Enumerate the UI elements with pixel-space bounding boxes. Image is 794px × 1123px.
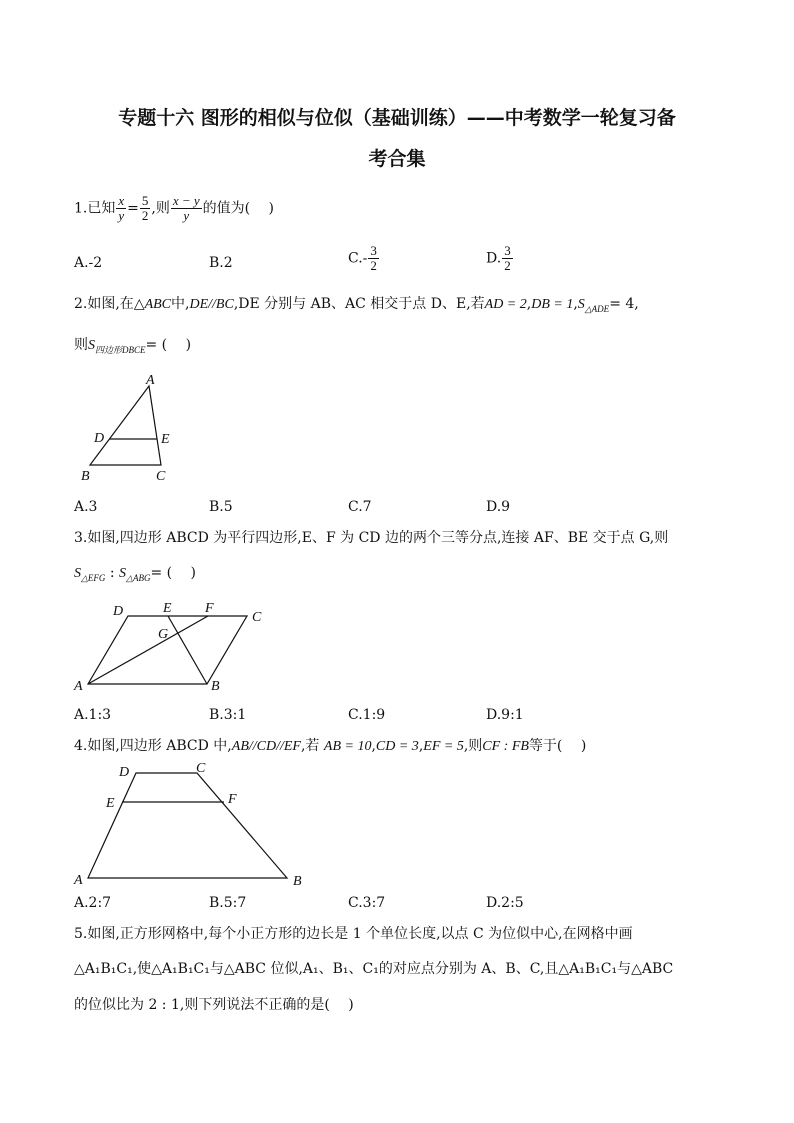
q2-option-c[interactable]: C.7 bbox=[348, 499, 372, 515]
q4-trapezoid-figure bbox=[70, 758, 320, 890]
question-5-stem-line2: △A₁B₁C₁,使△A₁B₁C₁与△ABC 位似,A₁、B₁、C₁的对应点分别为 A、B、C,且△A₁B₁C₁与△ABC bbox=[74, 961, 674, 977]
label-c: C bbox=[196, 761, 206, 776]
q2-option-b[interactable]: B.5 bbox=[209, 499, 233, 515]
q1-option-b[interactable]: B.2 bbox=[209, 255, 233, 271]
label-a: A bbox=[146, 373, 155, 388]
fraction-x-minus-y-over-y: $\frac{x - y}{y}$ bbox=[172, 193, 200, 223]
q1-option-c[interactable]: C.- $\frac{3}{2}$ bbox=[348, 243, 377, 273]
question-4-stem: 4.如图,四边形 ABCD 中,AB//CD//EF,若 AB = 10,CD = 3,EF = 5,则CF : FB等于( ) bbox=[74, 738, 587, 754]
q1-option-a[interactable]: A.-2 bbox=[74, 255, 103, 271]
label-f: F bbox=[228, 792, 237, 807]
q2-option-d[interactable]: D.9 bbox=[486, 499, 511, 515]
label-g: G bbox=[158, 627, 169, 642]
q3-parallelogram-figure bbox=[70, 596, 280, 696]
label-b: B bbox=[293, 874, 302, 889]
label-b: B bbox=[211, 679, 220, 694]
segment-be bbox=[168, 616, 207, 684]
q2-option-a[interactable]: A.3 bbox=[74, 499, 98, 515]
label-a: A bbox=[74, 679, 83, 694]
q3-option-d[interactable]: D.9:1 bbox=[486, 707, 524, 723]
question-2-stem-continued: 则$S_{四边形DBCE}=$ ( ) bbox=[74, 337, 192, 355]
label-d: D bbox=[94, 431, 105, 446]
label-c: C bbox=[252, 610, 262, 625]
q4-option-b[interactable]: B.5:7 bbox=[209, 895, 247, 911]
page-title-continued: 考合集 bbox=[368, 148, 426, 170]
label-d: D bbox=[119, 765, 130, 780]
triangle-abc bbox=[90, 386, 161, 465]
label-a: A bbox=[74, 873, 83, 888]
q3-option-c[interactable]: C.1:9 bbox=[348, 707, 386, 723]
question-2-stem: 2.如图,在△ABC中,DE//BC,DE 分别与 AB、AC 相交于点 D、E,若AD = $2,DB = 1,S_{\triangle ADE}= 4$, bbox=[74, 296, 639, 314]
label-b: B bbox=[81, 469, 90, 484]
page-title: 专题十六 图形的相似与位似（基础训练）——中考数学一轮复习备 bbox=[118, 107, 676, 129]
q2-triangle-figure bbox=[70, 368, 200, 488]
q1-option-d[interactable]: D. $\frac{3}{2}$ bbox=[486, 243, 511, 273]
question-3-stem-continued: $S_{\triangle EFG}$ : $S_{\triangle ABG}=$ ( ) bbox=[74, 565, 197, 583]
label-e: E bbox=[161, 432, 170, 447]
label-e: E bbox=[106, 796, 115, 811]
fraction-3-over-2: $\frac{3}{2}$ bbox=[370, 243, 377, 273]
q4-option-d[interactable]: D.2:5 bbox=[486, 895, 524, 911]
segment-af bbox=[88, 616, 208, 684]
trapezoid-abcd bbox=[88, 773, 287, 878]
q4-option-a[interactable]: A.2:7 bbox=[74, 895, 112, 911]
label-c: C bbox=[156, 469, 166, 484]
fraction-x-over-y: $\frac{x}{y}$ bbox=[118, 193, 125, 223]
q3-option-b[interactable]: B.3:1 bbox=[209, 707, 247, 723]
fraction-3-over-2: $\frac{3}{2}$ bbox=[504, 243, 511, 273]
fraction-5-over-2: $\frac{5}{2}$ bbox=[141, 193, 149, 223]
q4-option-c[interactable]: C.3:7 bbox=[348, 895, 386, 911]
label-f: F bbox=[205, 601, 214, 616]
question-3-stem: 3.如图,四边形 ABCD 为平行四边形,E、F 为 CD 边的两个三等分点,连接 AF、BE 交于点 G,则 bbox=[74, 530, 669, 546]
question-5-stem-line3: 的位似比为 2 : 1,则下列说法不正确的是( ) bbox=[74, 997, 354, 1013]
label-e: E bbox=[163, 601, 172, 616]
q3-option-a[interactable]: A.1:3 bbox=[74, 707, 112, 723]
label-d: D bbox=[113, 604, 124, 619]
question-1-stem: 1.已知 $\frac{x}{y}$ = $\frac{5}{2}$ ,则 $\frac{x - y}{y}$ 的值为( ) bbox=[74, 193, 275, 223]
question-5-stem: 5.如图,正方形网格中,每个小正方形的边长是 1 个单位长度,以点 C 为位似中心,在网格中画 bbox=[74, 926, 633, 942]
